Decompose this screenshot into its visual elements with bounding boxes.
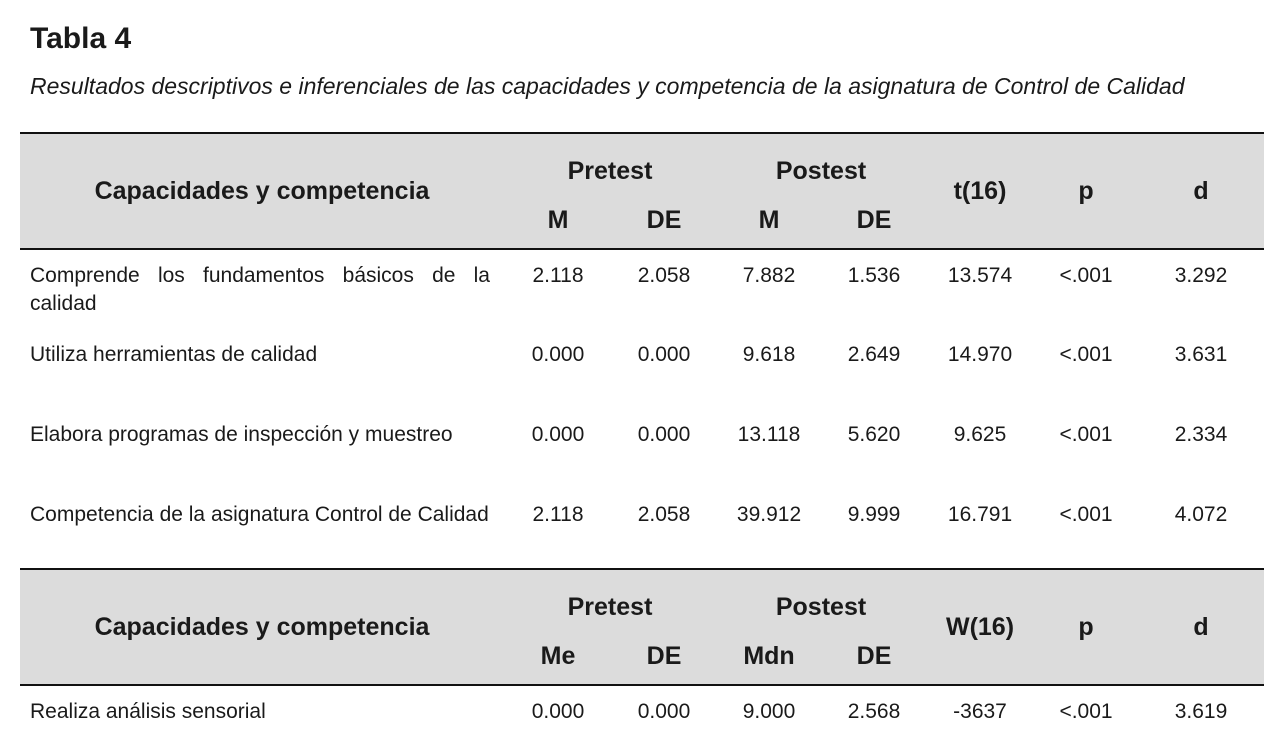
header2-d: d (1138, 569, 1264, 685)
row-label: Elabora programas de inspección y muestreo (30, 423, 453, 446)
cell-post-m: 7.882 (742, 264, 796, 287)
header2-pretest: Pretest (504, 569, 716, 628)
cell-p: <.001 (1059, 343, 1113, 366)
cell-p: <.001 (1059, 423, 1113, 446)
cell-d: 3.292 (1174, 264, 1228, 287)
cell-pre-m: 0.000 (531, 343, 585, 366)
header2-pre-de: DE (612, 628, 716, 685)
cell-d: 3.631 (1174, 343, 1228, 366)
table-title: Tabla 4 (30, 22, 132, 55)
cell-post-m: 13.118 (737, 423, 801, 446)
table-row (20, 249, 1264, 329)
table-subtitle: Resultados descriptivos e inferenciales de las capacidades y competencia de la asignatura de Control de Calidad (30, 73, 1185, 99)
cell-d: 3.619 (1174, 700, 1228, 723)
cell-stat: 9.625 (953, 423, 1007, 446)
header-pre-de: DE (612, 192, 716, 249)
header-pre-m: M (504, 192, 612, 249)
header-postest: Postest (716, 133, 926, 192)
header-post-de: DE (822, 192, 926, 249)
results-table (20, 132, 1264, 735)
header2-post-mdn: Mdn (716, 628, 822, 685)
cell-pre-m: 2.118 (532, 503, 584, 526)
table-row (20, 489, 1264, 569)
header-p: p (1034, 133, 1138, 249)
table-row (20, 409, 1264, 489)
cell-pre-de: 2.058 (637, 264, 691, 287)
cell-p: <.001 (1059, 264, 1113, 287)
cell-pre-de: 0.000 (637, 423, 691, 446)
cell-pre-m: 0.000 (531, 700, 585, 723)
cell-pre-de: 2.058 (637, 503, 691, 526)
header2-p: p (1034, 569, 1138, 685)
cell-pre-de: 0.000 (637, 343, 691, 366)
cell-post-de: 5.620 (847, 423, 901, 446)
header-stat: t(16) (926, 133, 1034, 249)
cell-post-de: 9.999 (847, 503, 901, 526)
cell-post-m: 39.912 (736, 503, 802, 526)
header-pretest: Pretest (504, 133, 716, 192)
header-d: d (1138, 133, 1264, 249)
header2-stat: W(16) (926, 569, 1034, 685)
header2-label: Capacidades y competencia (20, 569, 504, 685)
table-row (20, 685, 1264, 735)
header2-pre-me: Me (504, 628, 612, 685)
row-label: Realiza análisis sensorial (30, 700, 266, 723)
cell-stat: 13.574 (947, 264, 1013, 287)
header-label: Capacidades y competencia (20, 133, 504, 249)
cell-pre-de: 0.000 (637, 700, 691, 723)
cell-d: 4.072 (1174, 503, 1228, 526)
cell-pre-m: 0.000 (531, 423, 585, 446)
row-label: Utiliza herramientas de calidad (30, 343, 318, 366)
cell-pre-m: 2.118 (532, 264, 584, 287)
cell-stat: -3637 (953, 700, 1007, 723)
cell-post-de: 2.568 (847, 700, 901, 723)
table-row (20, 329, 1264, 409)
cell-stat: 14.970 (947, 343, 1013, 366)
cell-p: <.001 (1059, 700, 1113, 723)
cell-p: <.001 (1059, 503, 1113, 526)
header-post-m: M (716, 192, 822, 249)
cell-post-de: 1.536 (847, 264, 901, 287)
row-label: Competencia de la asignatura Control de Calidad (30, 503, 489, 526)
cell-post-m: 9.618 (742, 343, 796, 366)
header2-postest: Postest (716, 569, 926, 628)
cell-post-m: 9.000 (742, 700, 796, 723)
cell-post-de: 2.649 (847, 343, 901, 366)
cell-d: 2.334 (1174, 423, 1228, 446)
cell-stat: 16.791 (947, 503, 1013, 526)
header2-post-de: DE (822, 628, 926, 685)
row-label: Comprende los fundamentos básicos de la calidad (30, 264, 490, 315)
